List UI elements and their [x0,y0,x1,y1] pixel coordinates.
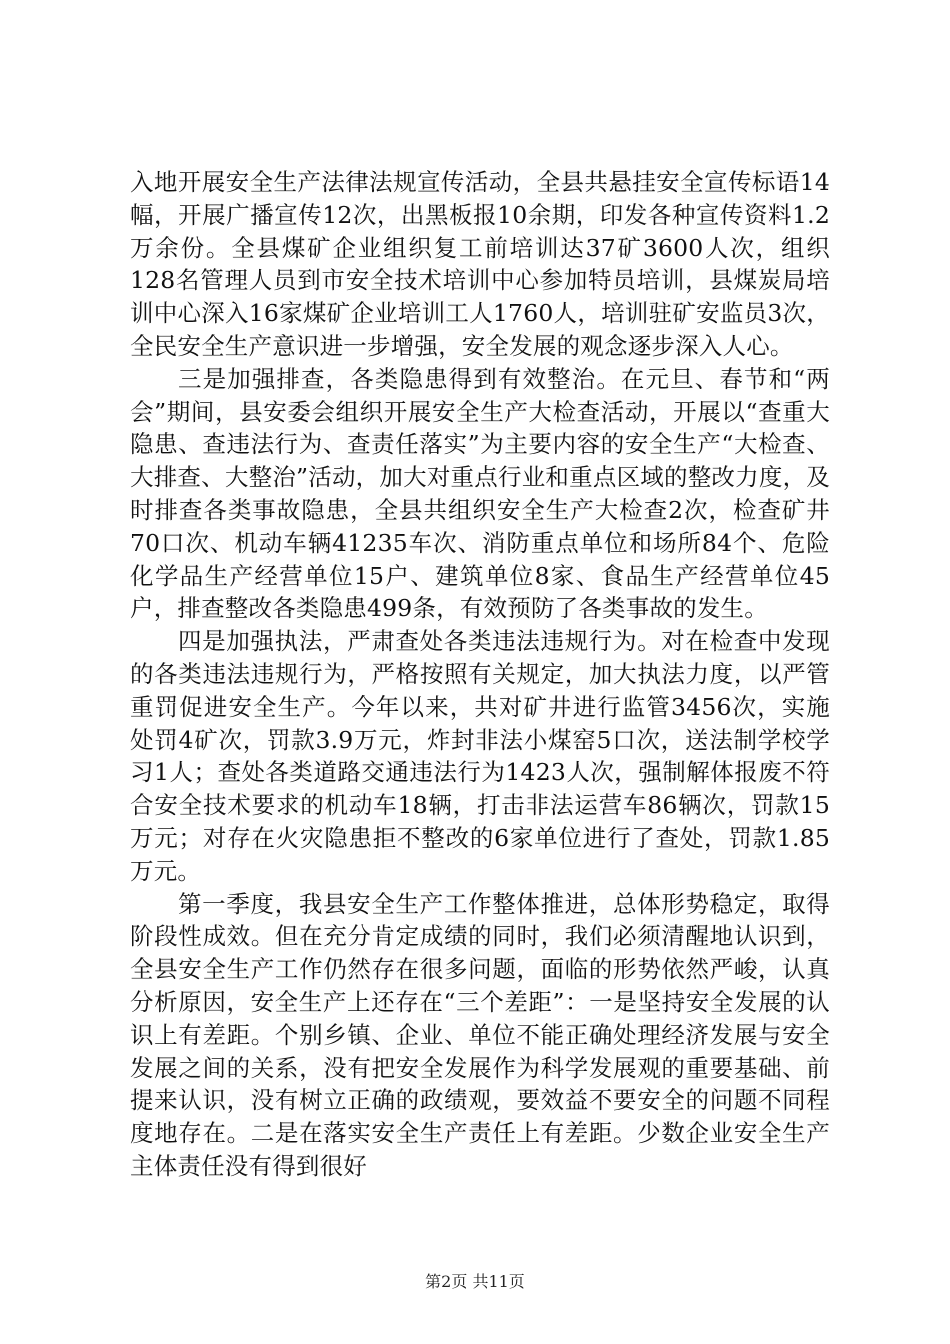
paragraph-continuation: 入地开展安全生产法律法规宣传活动，全县共悬挂安全宣传标语14幅，开展广播宣传12次，出黑板报10余期，印发各种宣传资料1.2万余份。全县煤矿企业组织复工前培训达37矿3600人次，组织128名管理人员到市安全技术培训中心参加特员培训，县煤炭局培训中心深入16家煤矿企业培训工人1760人，培训驻矿安监员3次，全民安全生产意识进一步增强，安全发展的观念逐步深入人心。 [130,168,830,360]
paragraph-enforcement: 四是加强执法，严肃查处各类违法违规行为。对在检查中发现的各类违法违规行为，严格按照有关规定，加大执法力度，以严管重罚促进安全生产。今年以来，共对矿井进行监管3456次，实施处罚4矿次，罚款3.9万元，炸封非法小煤窑5口次，送法制学校学习1人；查处各类道路交通违法行为1423人次，强制解体报废不符合安全技术要求的机动车18辆，打击非法运营车86辆次，罚款15万元；对存在火灾隐患拒不整改的6家单位进行了查处，罚款1.85万元。 [130,627,830,885]
paragraph-first-quarter: 第一季度，我县安全生产工作整体推进，总体形势稳定，取得阶段性成效。但在充分肯定成绩的同时，我们必须清醒地认识到，全县安全生产工作仍然存在很多问题，面临的形势依然严峻，认真分析原因，安全生产上还存在“三个差距”：一是坚持安全发展的认识上有差距。个别乡镇、企业、单位不能正确处理经济发展与安全发展之间的关系，没有把安全发展作为科学发展观的重要基础、前提来认识，没有树立正确的政绩观，要效益不要安全的问题不同程度地存在。二是在落实安全生产责任上有差距。少数企业安全生产主体责任没有得到很好 [130,889,830,1180]
paragraph-inspection: 三是加强排查，各类隐患得到有效整治。在元旦、春节和“两会”期间，县安委会组织开展安全生产大检查活动，开展以“查重大隐患、查违法行为、查责任落实”为主要内容的安全生产“大检查、大排查、大整治”活动，加大对重点行业和重点区域的整改力度，及时排查各类事故隐患，全县共组织安全生产大检查2次，检查矿井70口次、机动车辆41235车次、消防重点单位和场所84个、危险化学品生产经营单位15户、建筑单位8家、食品生产经营单位45户，排查整改各类隐患499条，有效预防了各类事故的发生。 [130,364,830,623]
document-body [130,166,830,1183]
page-number-footer: 第2页 共11页 [425,1272,525,1291]
